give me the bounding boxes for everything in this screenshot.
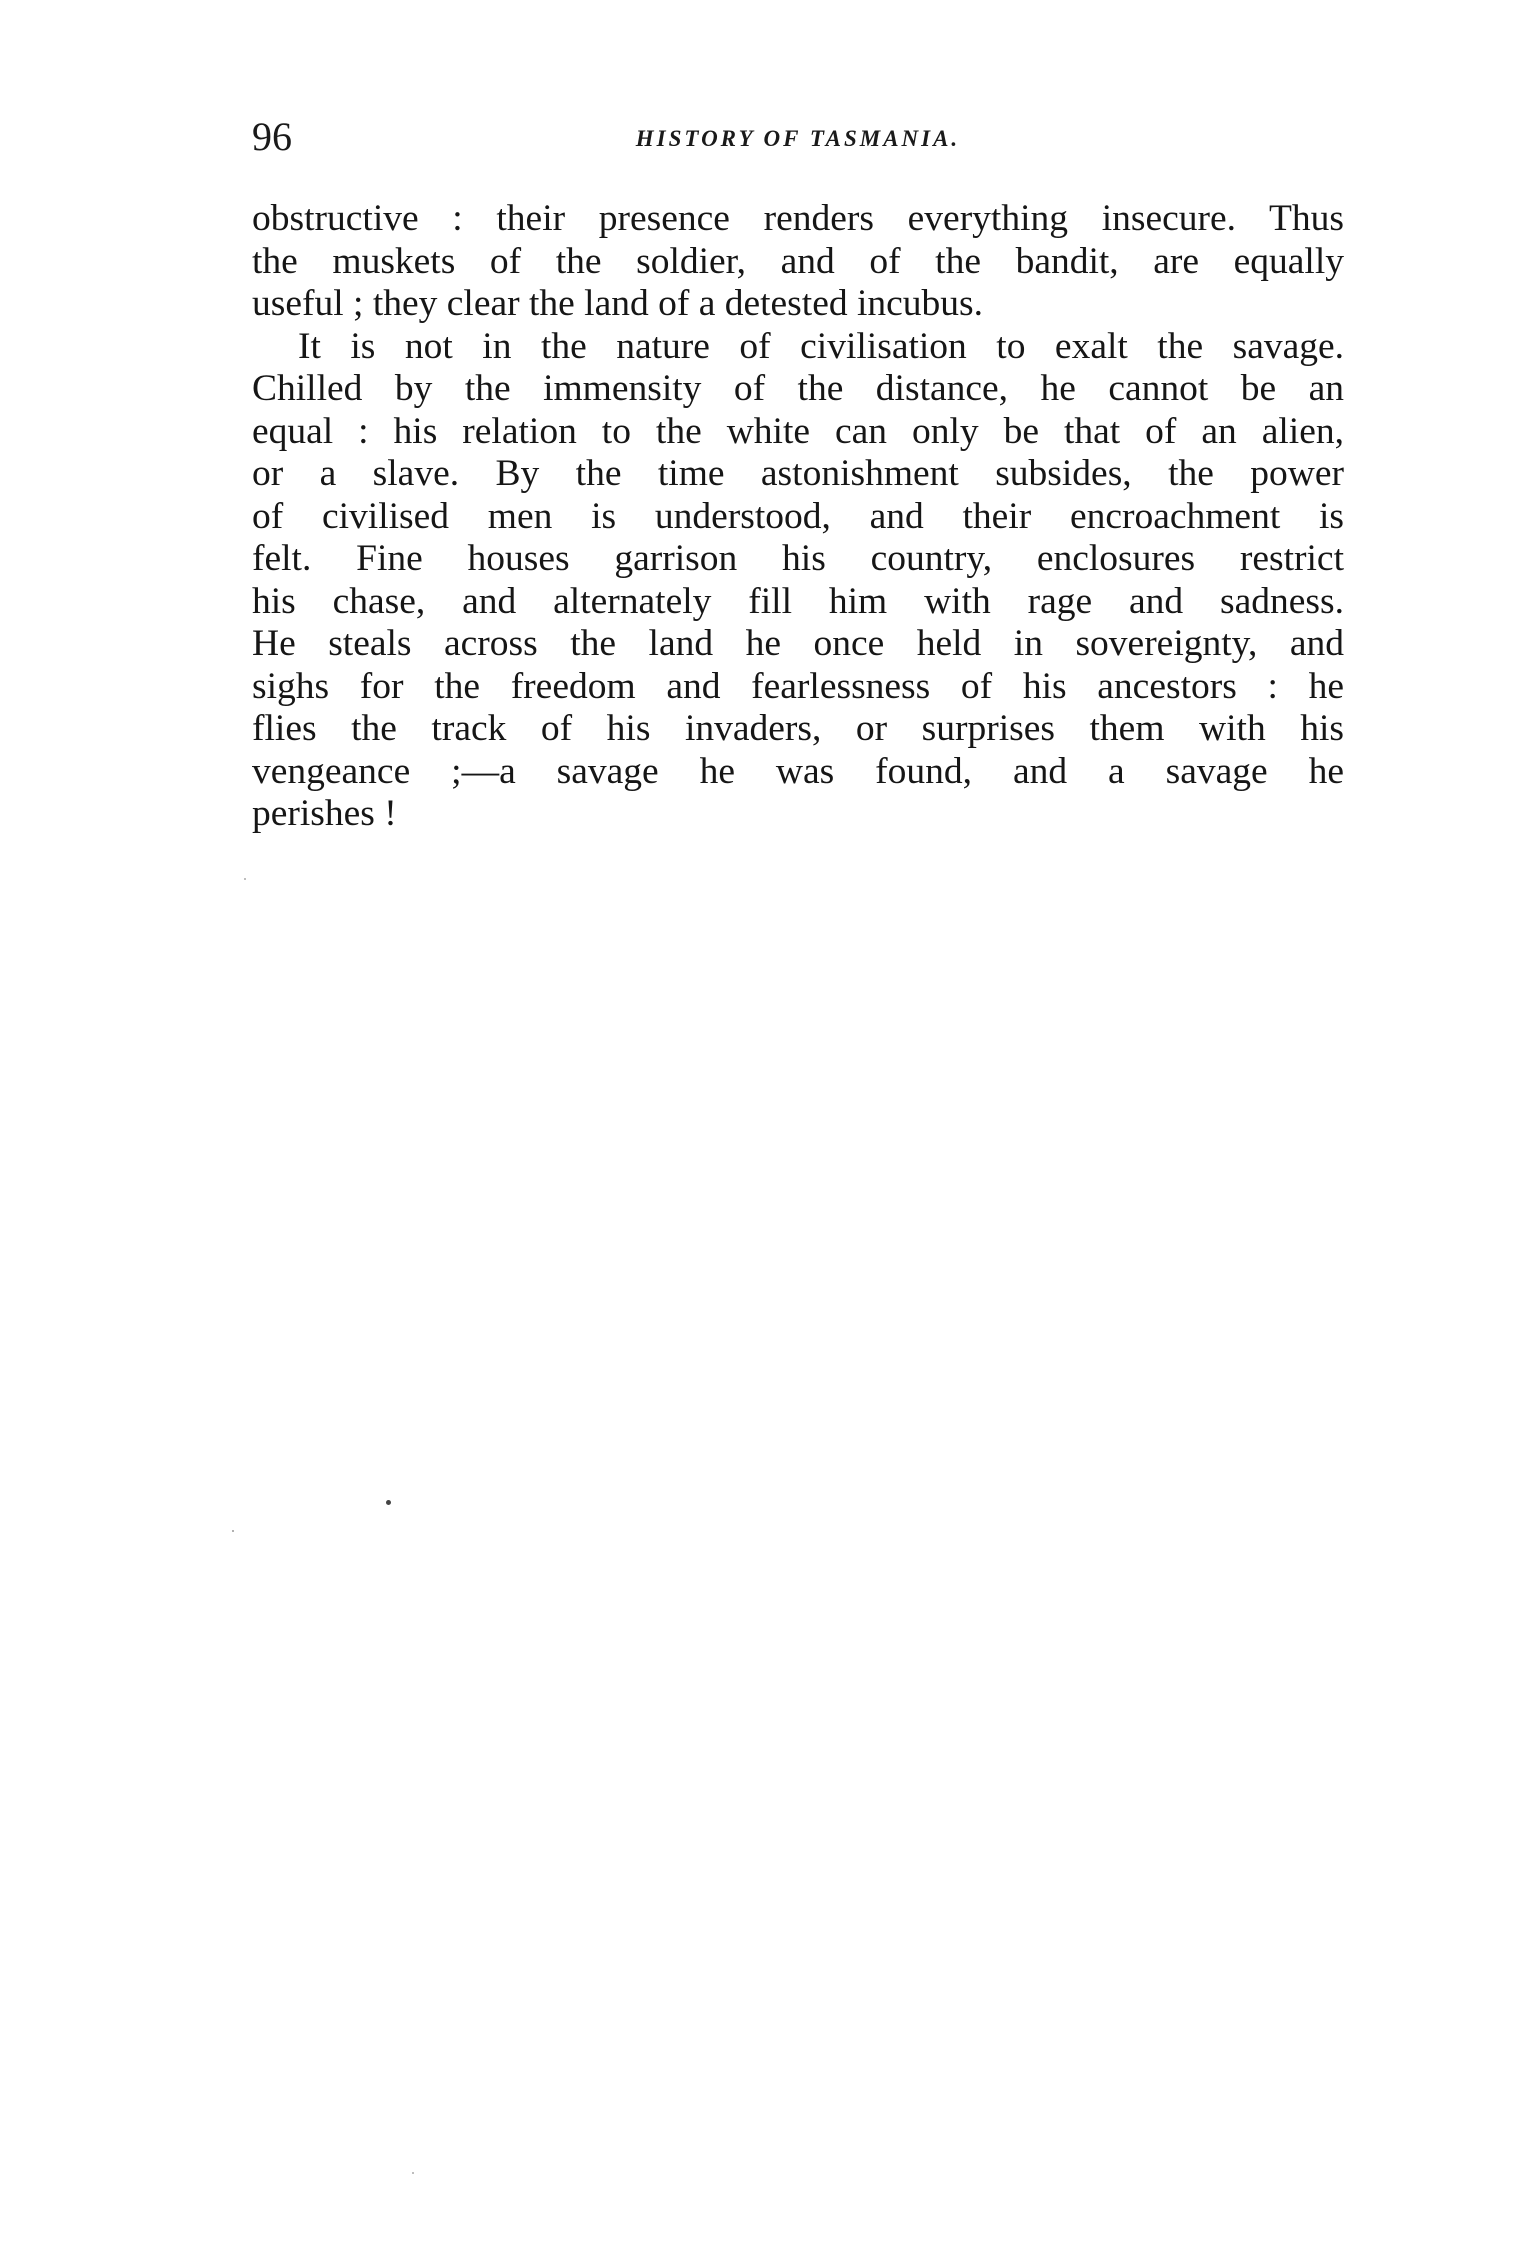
text-line: vengeance ;—a savage he was found, and a savage he — [252, 750, 1344, 792]
text-line: flies the track of his invaders, or surprises them with his — [252, 708, 1344, 749]
text-line: equal : his relation to the white can only be that of an alien, — [252, 410, 1344, 452]
text-line: obstructive : their presence renders everything insecure. Thus — [252, 198, 1344, 239]
text-line: of civilised men is understood, and their encroachment is — [252, 495, 1344, 537]
text-line: Chilled by the immensity of the distance, he cannot be an — [252, 368, 1344, 409]
page-number: 96 — [252, 114, 292, 159]
text-line: his chase, and alternately fill him with rage and sadness. — [252, 580, 1344, 622]
paragraph-1 — [252, 198, 1344, 326]
text-line: useful ; they clear the land of a detested incubus. — [252, 283, 983, 324]
print-speck — [386, 1500, 391, 1505]
text-line: sighs for the freedom and fearlessness of his ancestors : he — [252, 665, 1344, 707]
text-line: felt. Fine houses garrison his country, enclosures restrict — [252, 538, 1344, 579]
body-text — [252, 198, 1344, 836]
print-speck — [232, 1530, 234, 1532]
text-line: It is not in the nature of civilisation to exalt the savage. — [298, 325, 1344, 367]
text-line: or a slave. By the time astonishment subsides, the power — [252, 453, 1344, 494]
text-line: He steals across the land he once held in sovereignty, and — [252, 623, 1344, 664]
print-speck — [412, 2172, 414, 2174]
text-line: perishes ! — [252, 793, 397, 834]
running-head — [252, 112, 1344, 162]
text-line: the muskets of the soldier, and of the bandit, are equally — [252, 240, 1344, 282]
paragraph-2 — [252, 326, 1344, 836]
print-speck — [244, 878, 246, 880]
running-title: HISTORY OF TASMANIA. — [635, 126, 961, 151]
